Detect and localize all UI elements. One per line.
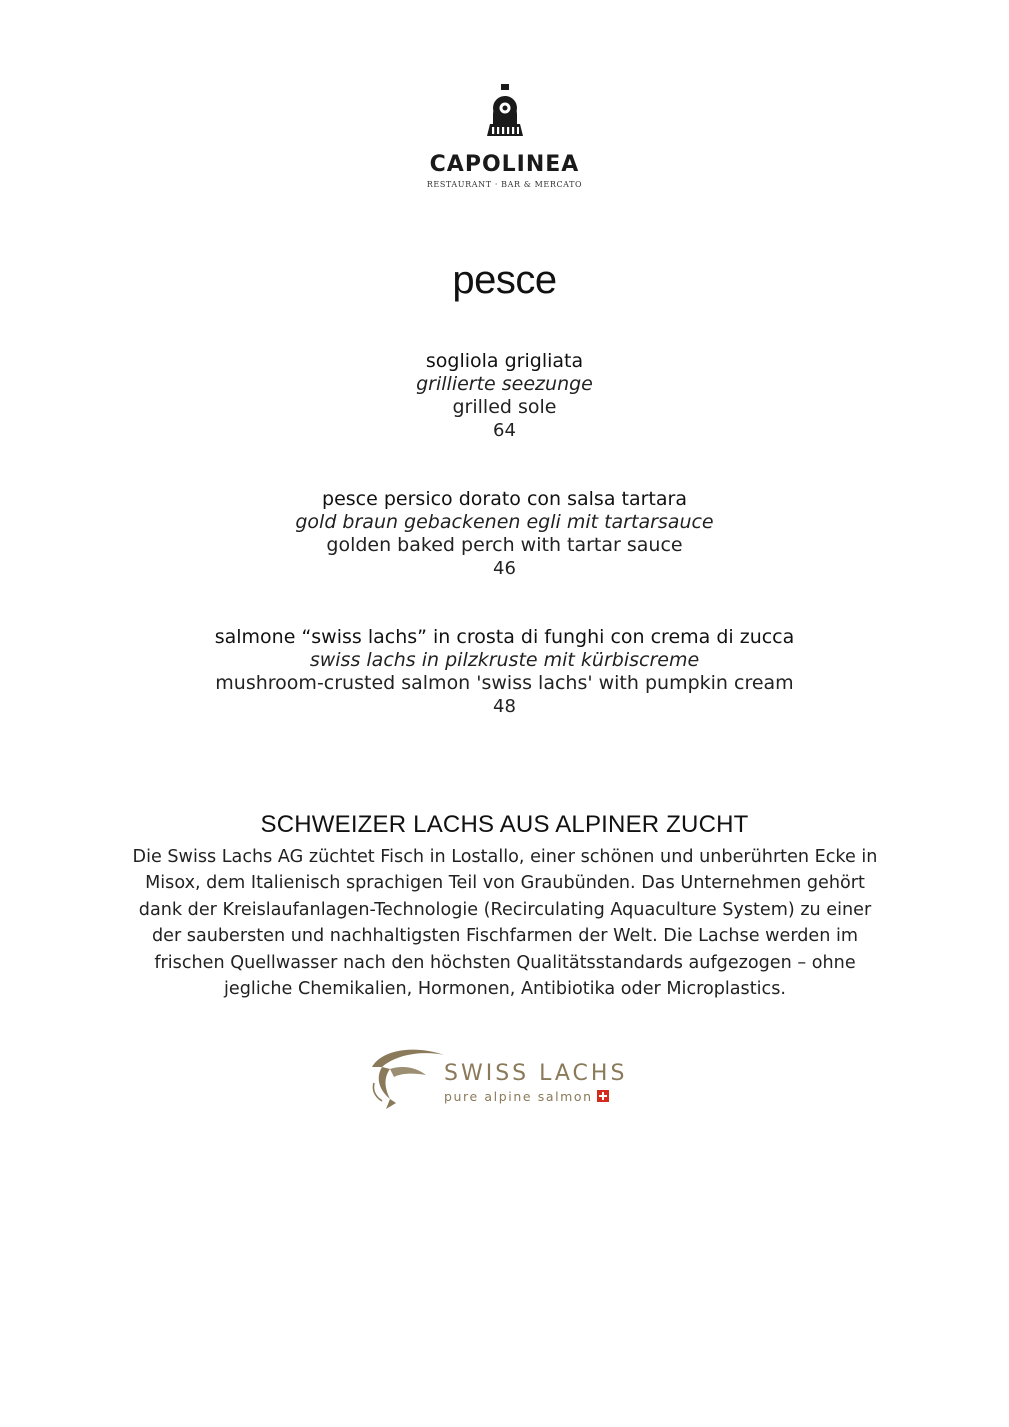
dish-price: 64 bbox=[493, 420, 516, 441]
info-text: Die Swiss Lachs AG züchtet Fisch in Lostallo, einer schönen und unberührten Ecke in Misox, dem Italienisch sprachigen Teil von Graubünden. Das Unternehmen gehört dank der Kreislaufanlagen-Technologie (Recirculating Aquaculture System) zu einer der saubersten und nachhaltigsten Fischfarmen der Welt. Die Lachse werden im frischen Quellwasser nach den höchsten Qualitätsstandards aufgezogen – ohne jegliche Chemikalien, Hormonen, Antibiotika oder Microplastics. bbox=[132, 847, 878, 1000]
dish-name-english: grilled sole bbox=[452, 396, 557, 418]
dish-list bbox=[0, 350, 1009, 764]
dish-name-german: swiss lachs in pilzkruste mit kürbiscreme bbox=[309, 649, 700, 671]
swiss-lachs-logo bbox=[368, 1045, 648, 1111]
dish-name-italian: salmone “swiss lachs” in crosta di funghi con crema di zucca bbox=[214, 626, 795, 648]
dish-item bbox=[0, 488, 1009, 580]
partner-tagline: pure alpine salmon bbox=[444, 1089, 593, 1104]
dish-name-italian: sogliola grigliata bbox=[425, 350, 584, 372]
info-title: SCHWEIZER LACHS AUS ALPINER ZUCHT bbox=[260, 811, 749, 838]
swiss-flag-icon bbox=[597, 1090, 609, 1102]
dish-item bbox=[0, 350, 1009, 442]
dish-name-english: golden baked perch with tartar sauce bbox=[326, 534, 683, 556]
dish-name-german: gold braun gebackenen egli mit tartarsauce bbox=[295, 511, 714, 533]
dish-price: 48 bbox=[493, 696, 516, 717]
section-title: pesce bbox=[452, 258, 557, 302]
partner-name: SWISS LACHS bbox=[444, 1061, 628, 1086]
salmon-icon bbox=[368, 1045, 448, 1111]
brand-tagline: RESTAURANT · BAR & MERCATO bbox=[426, 180, 583, 189]
brand-name: CAPOLINEA bbox=[429, 152, 580, 177]
dish-item bbox=[0, 626, 1009, 718]
partner-tagline-row bbox=[444, 1089, 609, 1105]
capolinea-logo bbox=[0, 84, 1009, 190]
dish-name-german: grillierte seezunge bbox=[416, 373, 593, 395]
locomotive-icon bbox=[486, 84, 524, 138]
dish-price: 46 bbox=[493, 558, 516, 579]
dish-name-italian: pesce persico dorato con salsa tartara bbox=[322, 488, 687, 510]
dish-name-english: mushroom-crusted salmon 'swiss lachs' with pumpkin cream bbox=[215, 672, 794, 694]
